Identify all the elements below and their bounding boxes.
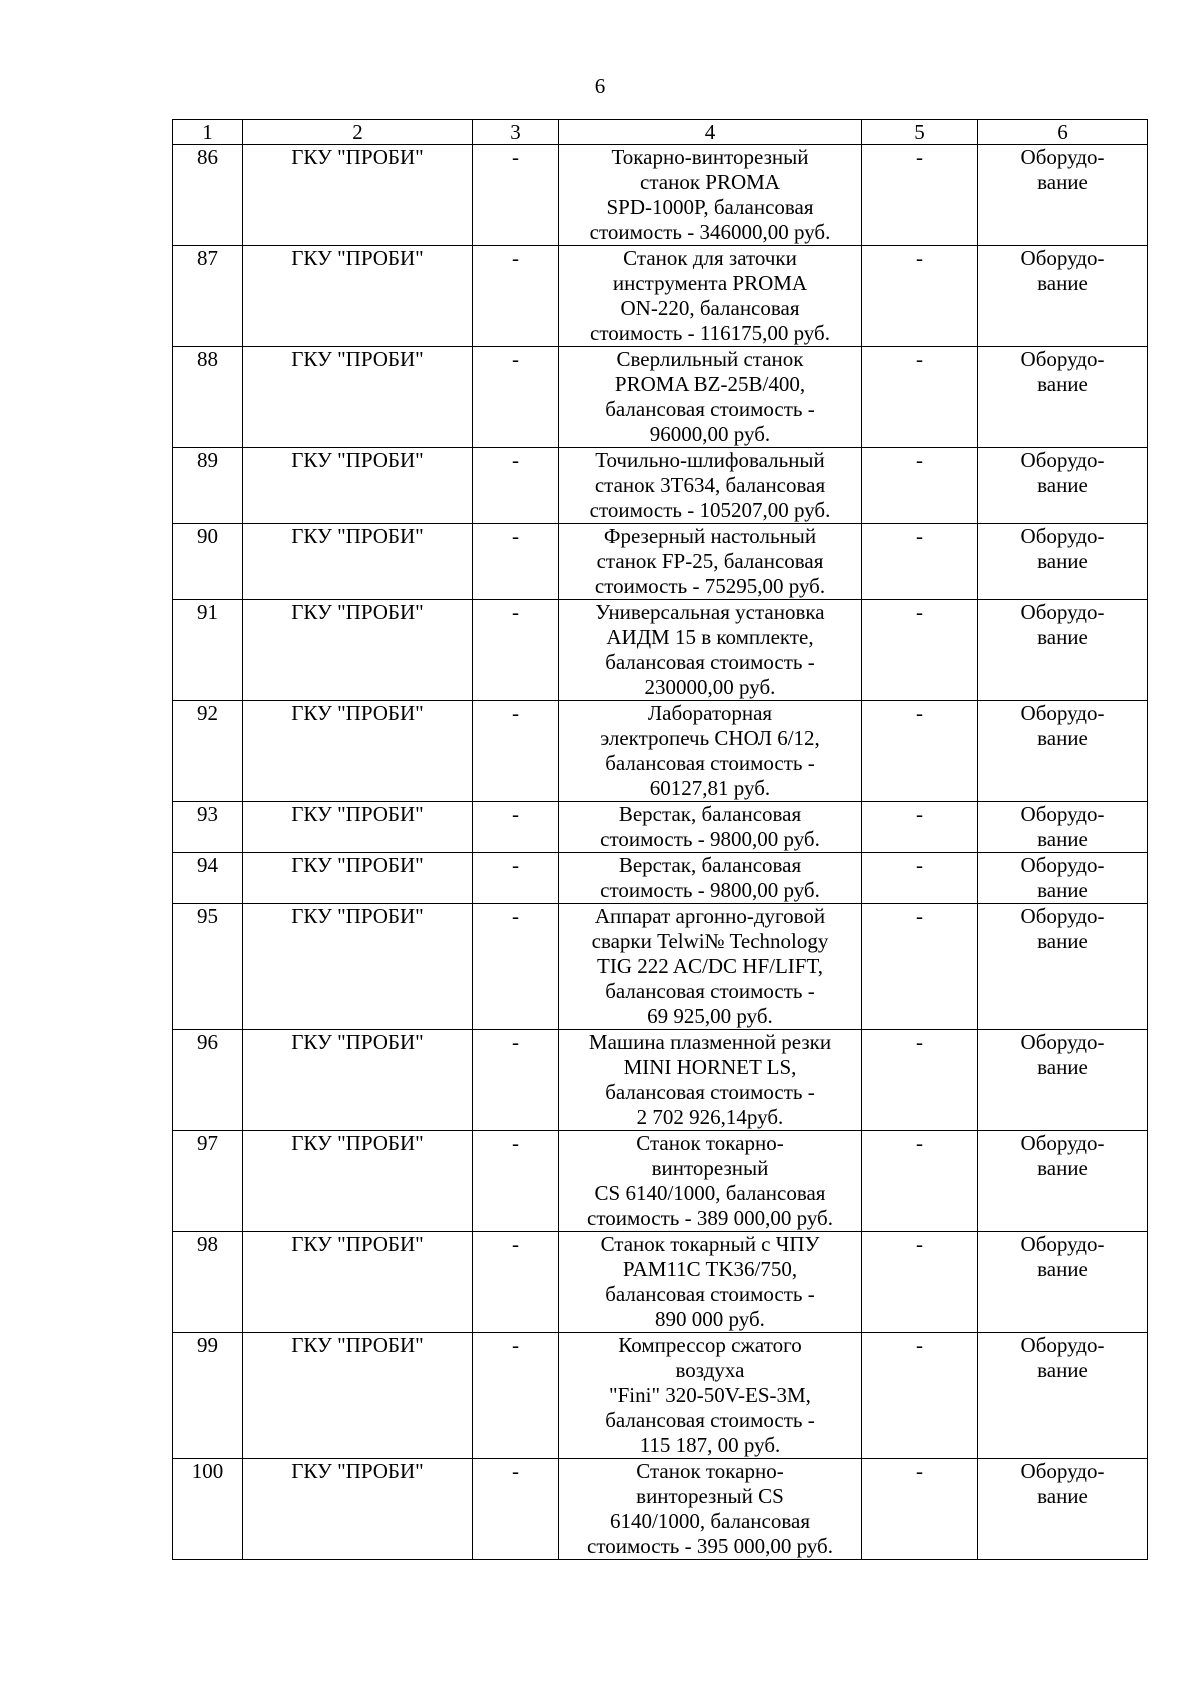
description-cell: Лабораторная электропечь СНОЛ 6/12, балансовая стоимость - 60127,81 руб. <box>559 701 862 802</box>
row-number: 91 <box>173 600 243 701</box>
column-3-cell: - <box>473 701 559 802</box>
owner-cell: ГКУ "ПРОБИ" <box>243 904 473 1030</box>
row-number: 88 <box>173 347 243 448</box>
column-5-cell: - <box>862 1459 978 1560</box>
column-5-cell: - <box>862 1333 978 1459</box>
column-5-cell: - <box>862 904 978 1030</box>
row-number: 93 <box>173 802 243 853</box>
row-number: 90 <box>173 524 243 600</box>
column-header-2: 2 <box>243 120 473 145</box>
owner-cell: ГКУ "ПРОБИ" <box>243 600 473 701</box>
property-type-cell: Оборудо- вание <box>978 448 1148 524</box>
row-number: 92 <box>173 701 243 802</box>
column-5-cell: - <box>862 1131 978 1232</box>
owner-cell: ГКУ "ПРОБИ" <box>243 802 473 853</box>
header-row <box>173 120 1148 145</box>
column-3-cell: - <box>473 246 559 347</box>
row-number: 97 <box>173 1131 243 1232</box>
table-row <box>173 853 1148 904</box>
table-row <box>173 1459 1148 1560</box>
column-3-cell: - <box>473 1232 559 1333</box>
column-3-cell: - <box>473 904 559 1030</box>
description-cell: Компрессор сжатого воздуха "Fini" 320-50V-ES-3M, балансовая стоимость - 115 187, 00 руб. <box>559 1333 862 1459</box>
column-3-cell: - <box>473 524 559 600</box>
column-3-cell: - <box>473 802 559 853</box>
property-type-cell: Оборудо- вание <box>978 853 1148 904</box>
column-5-cell: - <box>862 701 978 802</box>
owner-cell: ГКУ "ПРОБИ" <box>243 1459 473 1560</box>
description-cell: Универсальная установка АИДМ 15 в комплекте, балансовая стоимость - 230000,00 руб. <box>559 600 862 701</box>
table-row <box>173 448 1148 524</box>
property-type-cell: Оборудо- вание <box>978 145 1148 246</box>
owner-cell: ГКУ "ПРОБИ" <box>243 853 473 904</box>
property-type-cell: Оборудо- вание <box>978 600 1148 701</box>
owner-cell: ГКУ "ПРОБИ" <box>243 1030 473 1131</box>
column-5-cell: - <box>862 524 978 600</box>
description-cell: Верстак, балансовая стоимость - 9800,00 руб. <box>559 853 862 904</box>
property-type-cell: Оборудо- вание <box>978 1030 1148 1131</box>
column-5-cell: - <box>862 853 978 904</box>
description-cell: Токарно-винторезный станок PROMA SPD-1000P, балансовая стоимость - 346000,00 руб. <box>559 145 862 246</box>
owner-cell: ГКУ "ПРОБИ" <box>243 524 473 600</box>
column-header-6: 6 <box>978 120 1148 145</box>
description-cell: Верстак, балансовая стоимость - 9800,00 руб. <box>559 802 862 853</box>
property-type-cell: Оборудо- вание <box>978 1333 1148 1459</box>
owner-cell: ГКУ "ПРОБИ" <box>243 701 473 802</box>
row-number: 98 <box>173 1232 243 1333</box>
column-3-cell: - <box>473 145 559 246</box>
property-type-cell: Оборудо- вание <box>978 1232 1148 1333</box>
owner-cell: ГКУ "ПРОБИ" <box>243 448 473 524</box>
column-3-cell: - <box>473 853 559 904</box>
row-number: 94 <box>173 853 243 904</box>
property-registry-table <box>172 119 1148 1560</box>
table-row <box>173 1030 1148 1131</box>
property-type-cell: Оборудо- вание <box>978 347 1148 448</box>
table-row <box>173 701 1148 802</box>
column-5-cell: - <box>862 145 978 246</box>
description-cell: Точильно-шлифовальный станок 3Т634, балансовая стоимость - 105207,00 руб. <box>559 448 862 524</box>
property-type-cell: Оборудо- вание <box>978 701 1148 802</box>
column-5-cell: - <box>862 1232 978 1333</box>
table-row <box>173 600 1148 701</box>
table-row <box>173 145 1148 246</box>
column-3-cell: - <box>473 448 559 524</box>
column-5-cell: - <box>862 347 978 448</box>
table-row <box>173 524 1148 600</box>
owner-cell: ГКУ "ПРОБИ" <box>243 1131 473 1232</box>
column-header-5: 5 <box>862 120 978 145</box>
table-body <box>173 145 1148 1560</box>
owner-cell: ГКУ "ПРОБИ" <box>243 1333 473 1459</box>
table-header <box>173 120 1148 145</box>
property-type-cell: Оборудо- вание <box>978 1459 1148 1560</box>
property-type-cell: Оборудо- вание <box>978 904 1148 1030</box>
column-header-1: 1 <box>173 120 243 145</box>
table-row <box>173 246 1148 347</box>
column-5-cell: - <box>862 1030 978 1131</box>
row-number: 99 <box>173 1333 243 1459</box>
column-3-cell: - <box>473 1459 559 1560</box>
column-3-cell: - <box>473 1030 559 1131</box>
owner-cell: ГКУ "ПРОБИ" <box>243 246 473 347</box>
description-cell: Станок токарно- винторезный CS 6140/1000, балансовая стоимость - 389 000,00 руб. <box>559 1131 862 1232</box>
column-header-3: 3 <box>473 120 559 145</box>
description-cell: Станок токарно- винторезный CS 6140/1000, балансовая стоимость - 395 000,00 руб. <box>559 1459 862 1560</box>
table-row <box>173 904 1148 1030</box>
description-cell: Машина плазменной резки MINI HORNET LS, балансовая стоимость - 2 702 926,14руб. <box>559 1030 862 1131</box>
page-number: 6 <box>594 74 606 98</box>
description-cell: Станок для заточки инструмента PROMA ON-220, балансовая стоимость - 116175,00 руб. <box>559 246 862 347</box>
column-5-cell: - <box>862 448 978 524</box>
row-number: 86 <box>173 145 243 246</box>
row-number: 100 <box>173 1459 243 1560</box>
property-type-cell: Оборудо- вание <box>978 246 1148 347</box>
owner-cell: ГКУ "ПРОБИ" <box>243 145 473 246</box>
table-row <box>173 1131 1148 1232</box>
row-number: 96 <box>173 1030 243 1131</box>
row-number: 89 <box>173 448 243 524</box>
description-cell: Сверлильный станок PROMA BZ-25B/400, балансовая стоимость - 96000,00 руб. <box>559 347 862 448</box>
column-5-cell: - <box>862 246 978 347</box>
property-type-cell: Оборудо- вание <box>978 802 1148 853</box>
property-type-cell: Оборудо- вание <box>978 1131 1148 1232</box>
property-type-cell: Оборудо- вание <box>978 524 1148 600</box>
column-3-cell: - <box>473 1131 559 1232</box>
column-3-cell: - <box>473 1333 559 1459</box>
column-3-cell: - <box>473 347 559 448</box>
table-row <box>173 802 1148 853</box>
table-row <box>173 1232 1148 1333</box>
column-5-cell: - <box>862 600 978 701</box>
column-header-4: 4 <box>559 120 862 145</box>
column-3-cell: - <box>473 600 559 701</box>
row-number: 87 <box>173 246 243 347</box>
description-cell: Аппарат аргонно-дуговой сварки Telwi№ Technology TIG 222 AC/DC HF/LIFT, балансовая стоимость - 69 925,00 руб. <box>559 904 862 1030</box>
table-row <box>173 347 1148 448</box>
owner-cell: ГКУ "ПРОБИ" <box>243 347 473 448</box>
owner-cell: ГКУ "ПРОБИ" <box>243 1232 473 1333</box>
row-number: 95 <box>173 904 243 1030</box>
column-5-cell: - <box>862 802 978 853</box>
description-cell: Станок токарный с ЧПУ PAM11C TK36/750, балансовая стоимость - 890 000 руб. <box>559 1232 862 1333</box>
table-row <box>173 1333 1148 1459</box>
description-cell: Фрезерный настольный станок FP-25, балансовая стоимость - 75295,00 руб. <box>559 524 862 600</box>
